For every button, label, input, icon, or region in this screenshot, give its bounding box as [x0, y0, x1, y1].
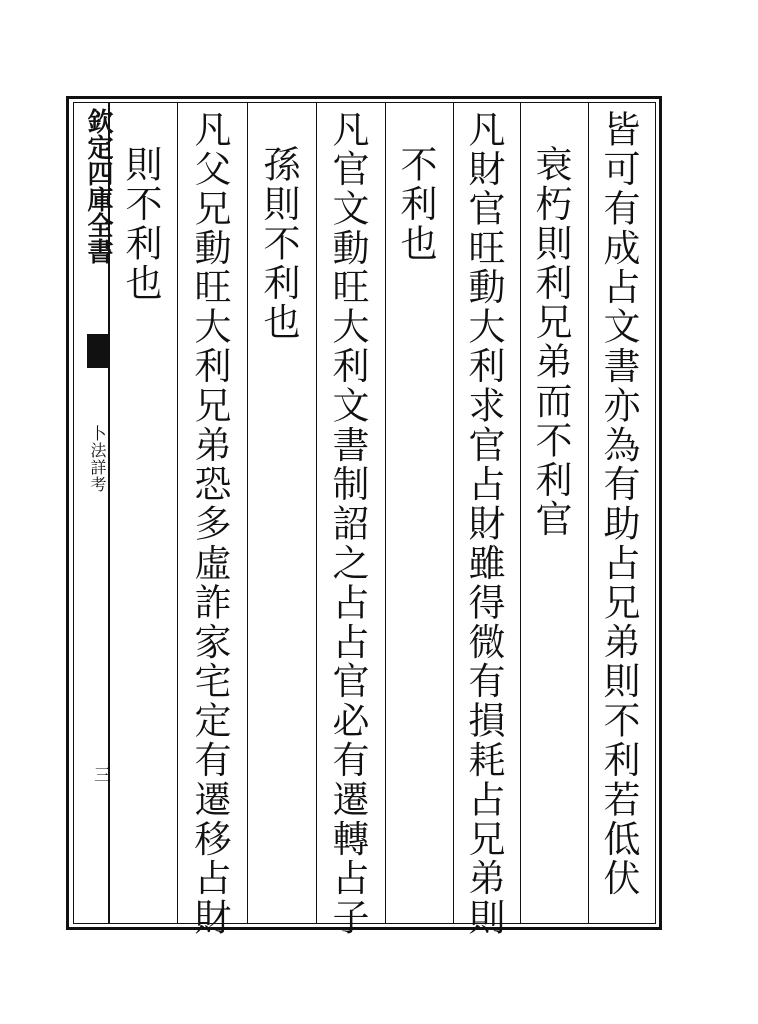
margin-page-number: 三: [90, 766, 110, 783]
column-rule: [520, 102, 521, 924]
column-rule: [177, 102, 178, 924]
text-column-2: 衰朽則利兄弟而不利官: [529, 145, 572, 539]
margin-section-title: 卜法詳考: [88, 425, 107, 493]
column-rule: [385, 102, 386, 924]
column-rule: [316, 102, 317, 924]
column-rule: [588, 102, 589, 924]
margin-book-title: 欽定四庫全書: [83, 108, 113, 264]
text-column-4: 不利也: [394, 145, 437, 264]
text-column-8: 則不利也: [119, 145, 162, 303]
text-column-7: 凡父兄動旺大利兄弟恐多虛詐家宅定有遷移占財: [188, 110, 231, 938]
text-column-5: 凡官文動旺大利文書制詔之占占官必有遷轉占子: [326, 110, 369, 938]
column-rule: [247, 102, 248, 924]
text-column-3: 凡財官旺動大利求官占財雖得微有損耗占兄弟則: [462, 110, 505, 938]
text-column-1: 皆可有成占文書亦為有助占兄弟則不利若低伏: [597, 110, 640, 898]
column-rule: [453, 102, 454, 924]
text-column-6: 孫則不利也: [257, 145, 300, 342]
margin-juan-marker: [87, 334, 109, 368]
